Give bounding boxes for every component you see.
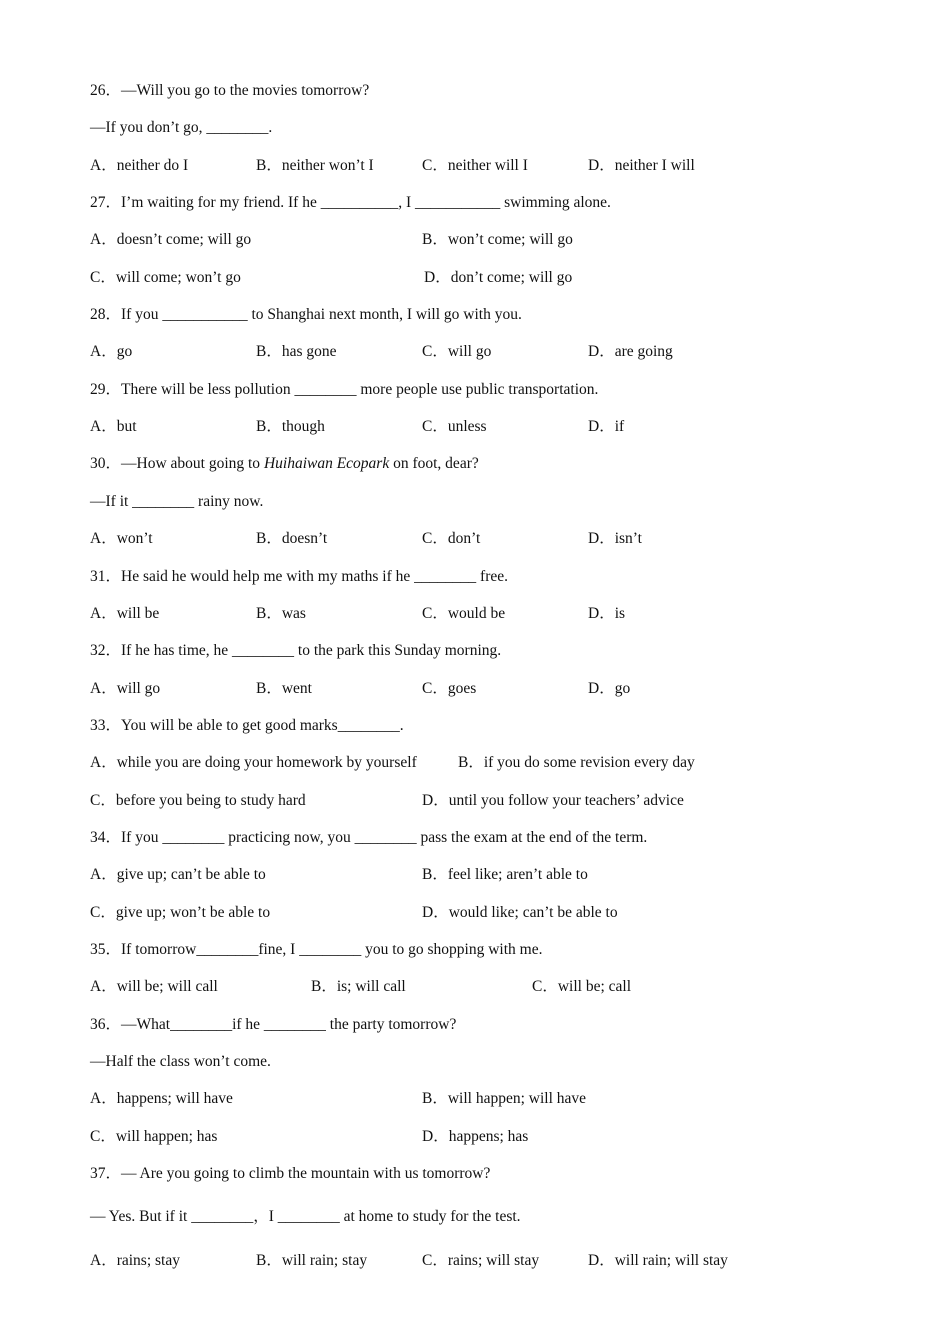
q29-option-d: D．if xyxy=(588,418,625,435)
q36-option-d: D．happens; has xyxy=(422,1128,529,1145)
q36-option-a: A．happens; will have xyxy=(90,1090,233,1107)
q27-option-c: C．will come; won’t go xyxy=(90,269,241,286)
q30-option-c: C．don’t xyxy=(422,530,481,547)
q36-option-c: C．will happen; has xyxy=(90,1128,218,1145)
q28-option-a: A．go xyxy=(90,343,133,360)
q30-option-b: B．doesn’t xyxy=(256,530,328,547)
q33-option-a: A．while you are doing your homework by yourself xyxy=(90,754,417,771)
q32-option-d: D．go xyxy=(588,680,631,697)
q29-option-c: C．unless xyxy=(422,418,487,435)
q33-option-b: B．if you do some revision every day xyxy=(458,754,695,771)
q31-option-c: C．would be xyxy=(422,605,506,622)
q30-option-a: A．won’t xyxy=(90,530,153,547)
q37-option-c: C．rains; will stay xyxy=(422,1252,540,1269)
q32-option-a: A．will go xyxy=(90,680,161,697)
q33-stem: 33．You will be able to get good marks________. xyxy=(90,717,404,734)
q36-stem: 36．—What________if he ________ the party tomorrow? xyxy=(90,1016,457,1033)
q26-option-a: A．neither do I xyxy=(90,157,189,174)
q30-stem-post: on foot, dear? xyxy=(389,455,479,472)
q27-option-b: B．won’t come; will go xyxy=(422,231,573,248)
q34-option-b: B．feel like; aren’t able to xyxy=(422,866,588,883)
q30-reply: —If it ________ rainy now. xyxy=(90,493,264,510)
q30-option-d: D．isn’t xyxy=(588,530,642,547)
q28-option-b: B．has gone xyxy=(256,343,337,360)
q35-option-a: A．will be; will call xyxy=(90,978,218,995)
q27-option-a: A．doesn’t come; will go xyxy=(90,231,252,248)
q27-stem: 27．I’m waiting for my friend. If he __________, I ___________ swimming alone. xyxy=(90,194,611,211)
q29-option-a: A．but xyxy=(90,418,137,435)
q35-stem: 35．If tomorrow________fine, I ________ you to go shopping with me. xyxy=(90,941,543,958)
q37-stem: 37．— Are you going to climb the mountain with us tomorrow? xyxy=(90,1165,491,1182)
q31-stem: 31．He said he would help me with my maths if he ________ free. xyxy=(90,568,508,585)
q35-option-c: C．will be; call xyxy=(532,978,632,995)
q37-option-b: B．will rain; stay xyxy=(256,1252,368,1269)
q26-stem: 26．—Will you go to the movies tomorrow? xyxy=(90,82,370,99)
q36-option-b: B．will happen; will have xyxy=(422,1090,587,1107)
q37-reply: — Yes. But if it ________，I ________ at home to study for the test. xyxy=(90,1208,521,1225)
q33-option-c: C．before you being to study hard xyxy=(90,792,306,809)
q34-option-a: A．give up; can’t be able to xyxy=(90,866,266,883)
q26-option-b: B．neither won’t I xyxy=(256,157,374,174)
q29-option-b: B．though xyxy=(256,418,325,435)
q30-stem xyxy=(90,454,479,474)
q32-option-c: C．goes xyxy=(422,680,477,697)
q26-option-c: C．neither will I xyxy=(422,157,528,174)
q34-option-c: C．give up; won’t be able to xyxy=(90,904,271,921)
q31-option-a: A．will be xyxy=(90,605,160,622)
q35-option-b: B．is; will call xyxy=(311,978,406,995)
q27-option-d: D．don’t come; will go xyxy=(424,269,573,286)
q37-option-d: D．will rain; will stay xyxy=(588,1252,728,1269)
q34-stem: 34．If you ________ practicing now, you ________ pass the exam at the end of the term. xyxy=(90,829,648,846)
q36-reply: —Half the class won’t come. xyxy=(90,1053,271,1070)
q37-option-a: A．rains; stay xyxy=(90,1252,180,1269)
q33-option-d: D．until you follow your teachers’ advice xyxy=(422,792,684,809)
q28-stem: 28．If you ___________ to Shanghai next month, I will go with you. xyxy=(90,306,522,323)
q32-stem: 32．If he has time, he ________ to the park this Sunday morning. xyxy=(90,642,502,659)
q34-option-d: D．would like; can’t be able to xyxy=(422,904,618,921)
q31-option-b: B．was xyxy=(256,605,306,622)
q28-option-d: D．are going xyxy=(588,343,673,360)
q29-stem: 29．There will be less pollution ________ more people use public transportation. xyxy=(90,381,599,398)
q32-option-b: B．went xyxy=(256,680,312,697)
q26-option-d: D．neither I will xyxy=(588,157,695,174)
q30-stem-italic: Huihaiwan Ecopark xyxy=(263,455,390,472)
q30-stem-pre: 30．—How about going to xyxy=(90,455,264,472)
q28-option-c: C．will go xyxy=(422,343,492,360)
q26-reply: —If you don’t go, ________. xyxy=(90,119,273,136)
q31-option-d: D．is xyxy=(588,605,626,622)
